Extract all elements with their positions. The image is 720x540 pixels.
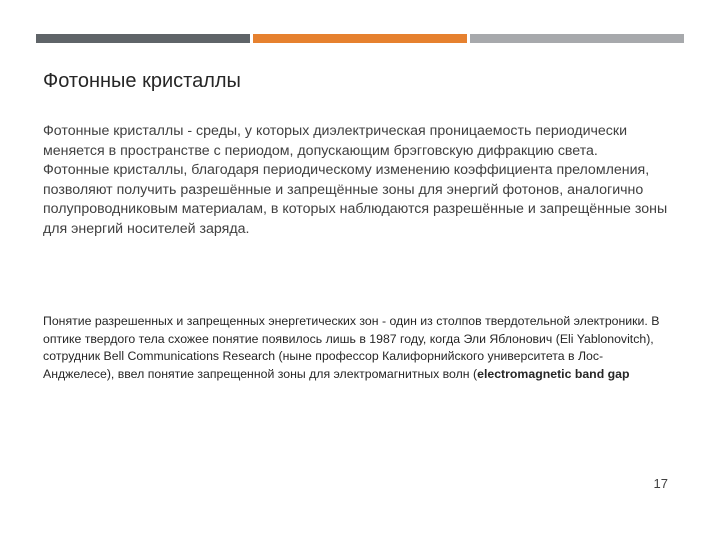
paragraph-definition: Фотонные кристаллы - среды, у которых диэлектрическая проницаемость периодически меняется в пространстве с периодом, допускающим брэгговскую дифракцию света. bbox=[43, 123, 628, 159]
body-text bbox=[43, 122, 683, 239]
slide-number: 17 bbox=[653, 476, 668, 491]
history-note-text: Понятие разрешенных и запрещенных энергетических зон - один из столпов твердотельной электроники. В оптике твердого тела схожее понятие появилось лишь в 1987 году, когда Эли Яблонович (Eli Yablonovitch), сотрудник Bell Communications Research (ныне профессор Калифорнийского университета в Лос-Анджелесе), ввел понятие запрещенной зоны для электромагнитных волн ( bbox=[43, 314, 660, 381]
top-bar-dark-gray bbox=[36, 34, 250, 43]
slide-title: Фотонные кристаллы bbox=[43, 70, 241, 92]
top-decorative-bars bbox=[36, 34, 684, 44]
top-bar-orange bbox=[253, 34, 467, 43]
paragraph-band-gap: Фотонные кристаллы, благодаря периодическому изменению коэффициента преломления, позволяют получить разрешённые и запрещённые зоны для энергий фотонов, аналогично полупроводниковым материалам, в которых наблюдаются разрешённые и запрещённые зоны для энергий носителей заряда. bbox=[43, 162, 668, 237]
history-note bbox=[43, 313, 673, 383]
top-bar-light-gray bbox=[470, 34, 684, 43]
history-note-bold-term: electromagnetic band gap bbox=[477, 366, 630, 381]
